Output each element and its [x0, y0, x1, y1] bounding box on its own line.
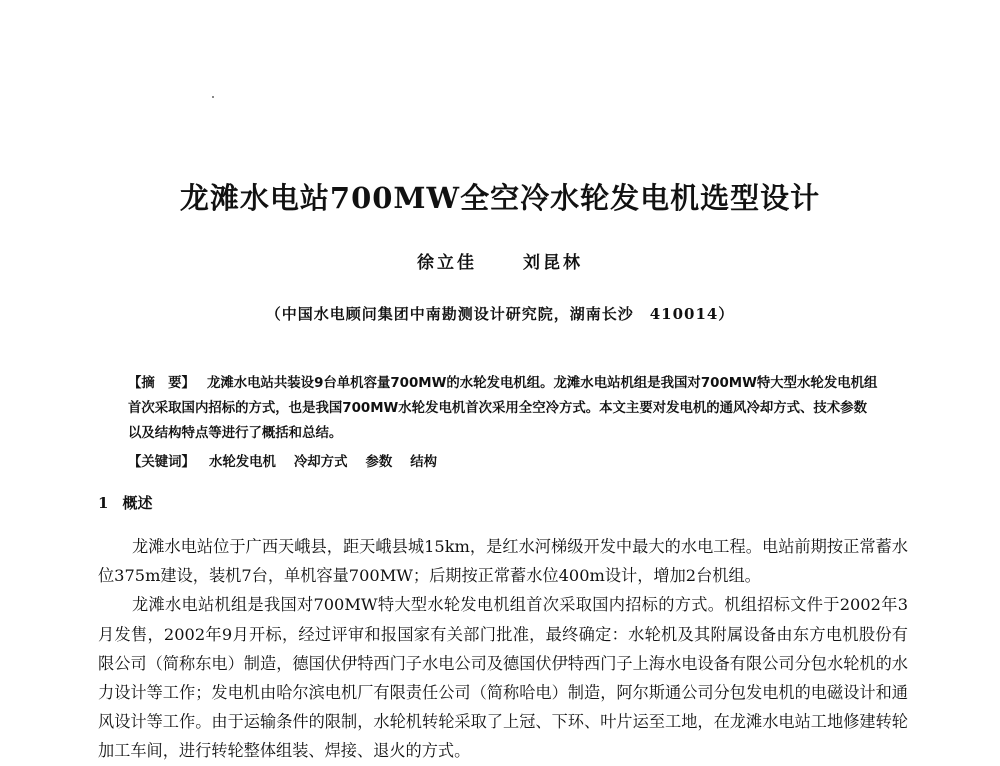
keyword: 结构	[410, 455, 438, 470]
scan-speck	[212, 96, 214, 98]
affiliation: （中国水电顾问集团中南勘测设计研究院，湖南长沙 410014）	[265, 305, 735, 323]
abstract-block	[128, 371, 878, 446]
section-number: 1	[98, 494, 109, 512]
abstract-text: 龙滩水电站共装设9台单机容量700MW的水轮发电机组。龙滩水电站机组是我国对700MW特大型水轮发电机组首次采取国内招标的方式，也是我国700MW水轮发电机首次采用全空冷方式。本文主要对发电机的通风冷却方式、技术参数以及结构特点等进行了概括和总结。	[128, 376, 878, 441]
paragraph: 龙滩水电站机组是我国对700MW特大型水轮发电机组首次采取国内招标的方式。机组招标文件于2002年3月发售，2002年9月开标，经过评审和报国家有关部门批准，最终确定：水轮机及其附属设备由东方电机股份有限公司（简称东电）制造，德国伏伊特西门子水电公司及德国伏伊特西门子上海水电设备有限公司分包水轮机的水力设计等工作；发电机由哈尔滨电机厂有限责任公司（简称哈电）制造，阿尔斯通公司分包发电机的电磁设计和通风设计等工作。由于运输条件的限制，水轮机转轮采取了上冠、下环、叶片运至工地，在龙滩水电站工地修建转轮加工车间，进行转轮整体组装、焊接、退火的方式。	[98, 595, 908, 761]
section-heading	[98, 492, 152, 513]
author-name: 刘昆林	[522, 253, 583, 273]
keywords-label: 【关键词】	[128, 455, 195, 470]
author-name: 徐立佳	[417, 253, 478, 273]
keyword: 参数	[365, 455, 393, 470]
keyword: 水轮发电机	[208, 455, 276, 470]
author-list	[0, 248, 1000, 273]
paragraph: 龙滩水电站位于广西天峨县，距天峨县城15km，是红水河梯级开发中最大的水电工程。电站前期按正常蓄水位375m建设，装机7台，单机容量700MW；后期按正常蓄水位400m设计，增加2台机组。	[98, 537, 908, 586]
keyword: 冷却方式	[293, 455, 348, 470]
body-text	[98, 532, 908, 766]
section-title: 概述	[122, 494, 153, 512]
paper-title: 龙滩水电站700MW全空冷水轮发电机选型设计	[179, 181, 821, 215]
abstract-label: 【摘 要】	[128, 376, 195, 391]
keywords-block	[128, 450, 878, 475]
